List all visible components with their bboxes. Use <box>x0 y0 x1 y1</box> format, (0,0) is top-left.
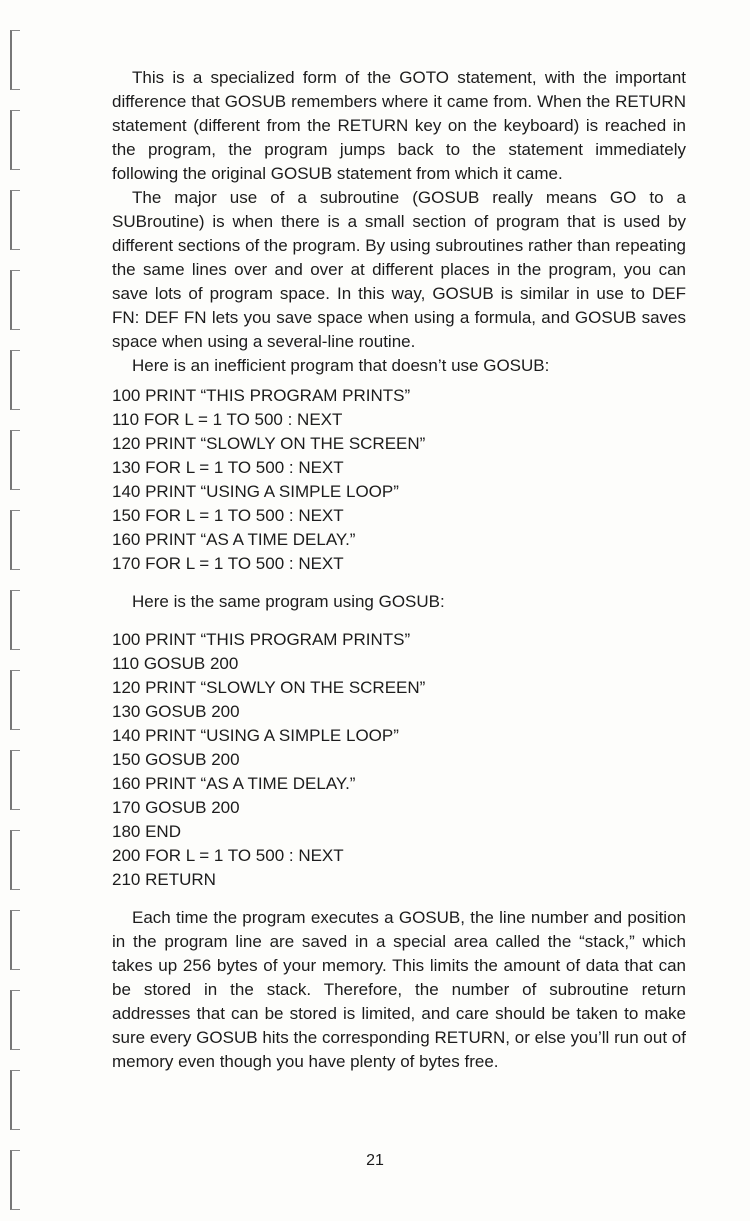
code-line: 100 PRINT “THIS PROGRAM PRINTS” <box>112 386 411 405</box>
code-line: 160 PRINT “AS A TIME DELAY.” <box>112 530 356 549</box>
code-line: 170 FOR L = 1 TO 500 : NEXT <box>112 554 344 573</box>
code-line: 200 FOR L = 1 TO 500 : NEXT <box>112 846 344 865</box>
code-line: 210 RETURN <box>112 870 216 889</box>
code-line: 130 FOR L = 1 TO 500 : NEXT <box>112 458 344 477</box>
code-line: 130 GOSUB 200 <box>112 702 240 721</box>
binding-bracket <box>10 750 20 810</box>
paragraph-inefficient-intro: Here is an inefficient program that doesn’t use GOSUB: <box>132 356 550 375</box>
binding-bracket <box>10 830 20 890</box>
binding-bracket <box>10 270 20 330</box>
code-line: 150 GOSUB 200 <box>112 750 240 769</box>
binding-bracket <box>10 190 20 250</box>
paragraph-stack-explanation: Each time the program executes a GOSUB, the line number and position in the program line are saved in a special area called the “stack,” which takes up 256 bytes of your memory. This limits the amount of data that can be stored in the stack. Therefore, the number of subroutine return addresses that can be stored is limited, and care should be taken to make sure every GOSUB hits the corresponding RETURN, or else you’ll run out of memory even though you have plenty of bytes free. <box>112 908 686 1071</box>
code-line: 160 PRINT “AS A TIME DELAY.” <box>112 774 356 793</box>
binding-bracket <box>10 910 20 970</box>
code-line: 100 PRINT “THIS PROGRAM PRINTS” <box>112 630 411 649</box>
code-line: 120 PRINT “SLOWLY ON THE SCREEN” <box>112 678 426 697</box>
binding-bracket <box>10 350 20 410</box>
binding-bracket <box>10 30 20 90</box>
binding-bracket <box>10 1150 20 1210</box>
paragraph-gosub-version-intro: Here is the same program using GOSUB: <box>132 592 445 611</box>
code-line: 140 PRINT “USING A SIMPLE LOOP” <box>112 726 399 745</box>
code-line: 150 FOR L = 1 TO 500 : NEXT <box>112 506 344 525</box>
code-line: 120 PRINT “SLOWLY ON THE SCREEN” <box>112 434 426 453</box>
code-line: 140 PRINT “USING A SIMPLE LOOP” <box>112 482 399 501</box>
paragraph-subroutine-use: The major use of a subroutine (GOSUB really means GO to a SUBroutine) is when there is a small section of program that is used by different sections of the program. By using subroutines rather than repeating the same lines over and over at different places in the program, you can save lots of program space. In this way, GOSUB is similar in use to DEF FN: DEF FN lets you save space when using a formula, and GOSUB saves space when using a several-line routine. <box>112 188 686 351</box>
code-line: 110 GOSUB 200 <box>112 654 239 673</box>
binding-bracket <box>10 670 20 730</box>
paragraph-gosub-intro: This is a specialized form of the GOTO statement, with the important difference that GOSUB remembers where it came from. When the RETURN statement (different from the RETURN key on the keyboard) is reached in the program, the program jumps back to the statement immediately following the original GOSUB statement from which it came. <box>112 68 686 183</box>
code-line: 170 GOSUB 200 <box>112 798 240 817</box>
page-number: 21 <box>366 1152 384 1169</box>
binding-bracket <box>10 590 20 650</box>
code-listing-gosub <box>112 628 686 892</box>
binding-bracket <box>10 1070 20 1130</box>
binding-bracket <box>10 110 20 170</box>
page-content <box>112 66 686 1074</box>
code-listing-inefficient <box>112 384 686 576</box>
code-line: 110 FOR L = 1 TO 500 : NEXT <box>112 410 343 429</box>
binding-bracket <box>10 990 20 1050</box>
spiral-binding <box>0 0 40 1221</box>
binding-bracket <box>10 510 20 570</box>
binding-bracket <box>10 430 20 490</box>
code-line: 180 END <box>112 822 181 841</box>
